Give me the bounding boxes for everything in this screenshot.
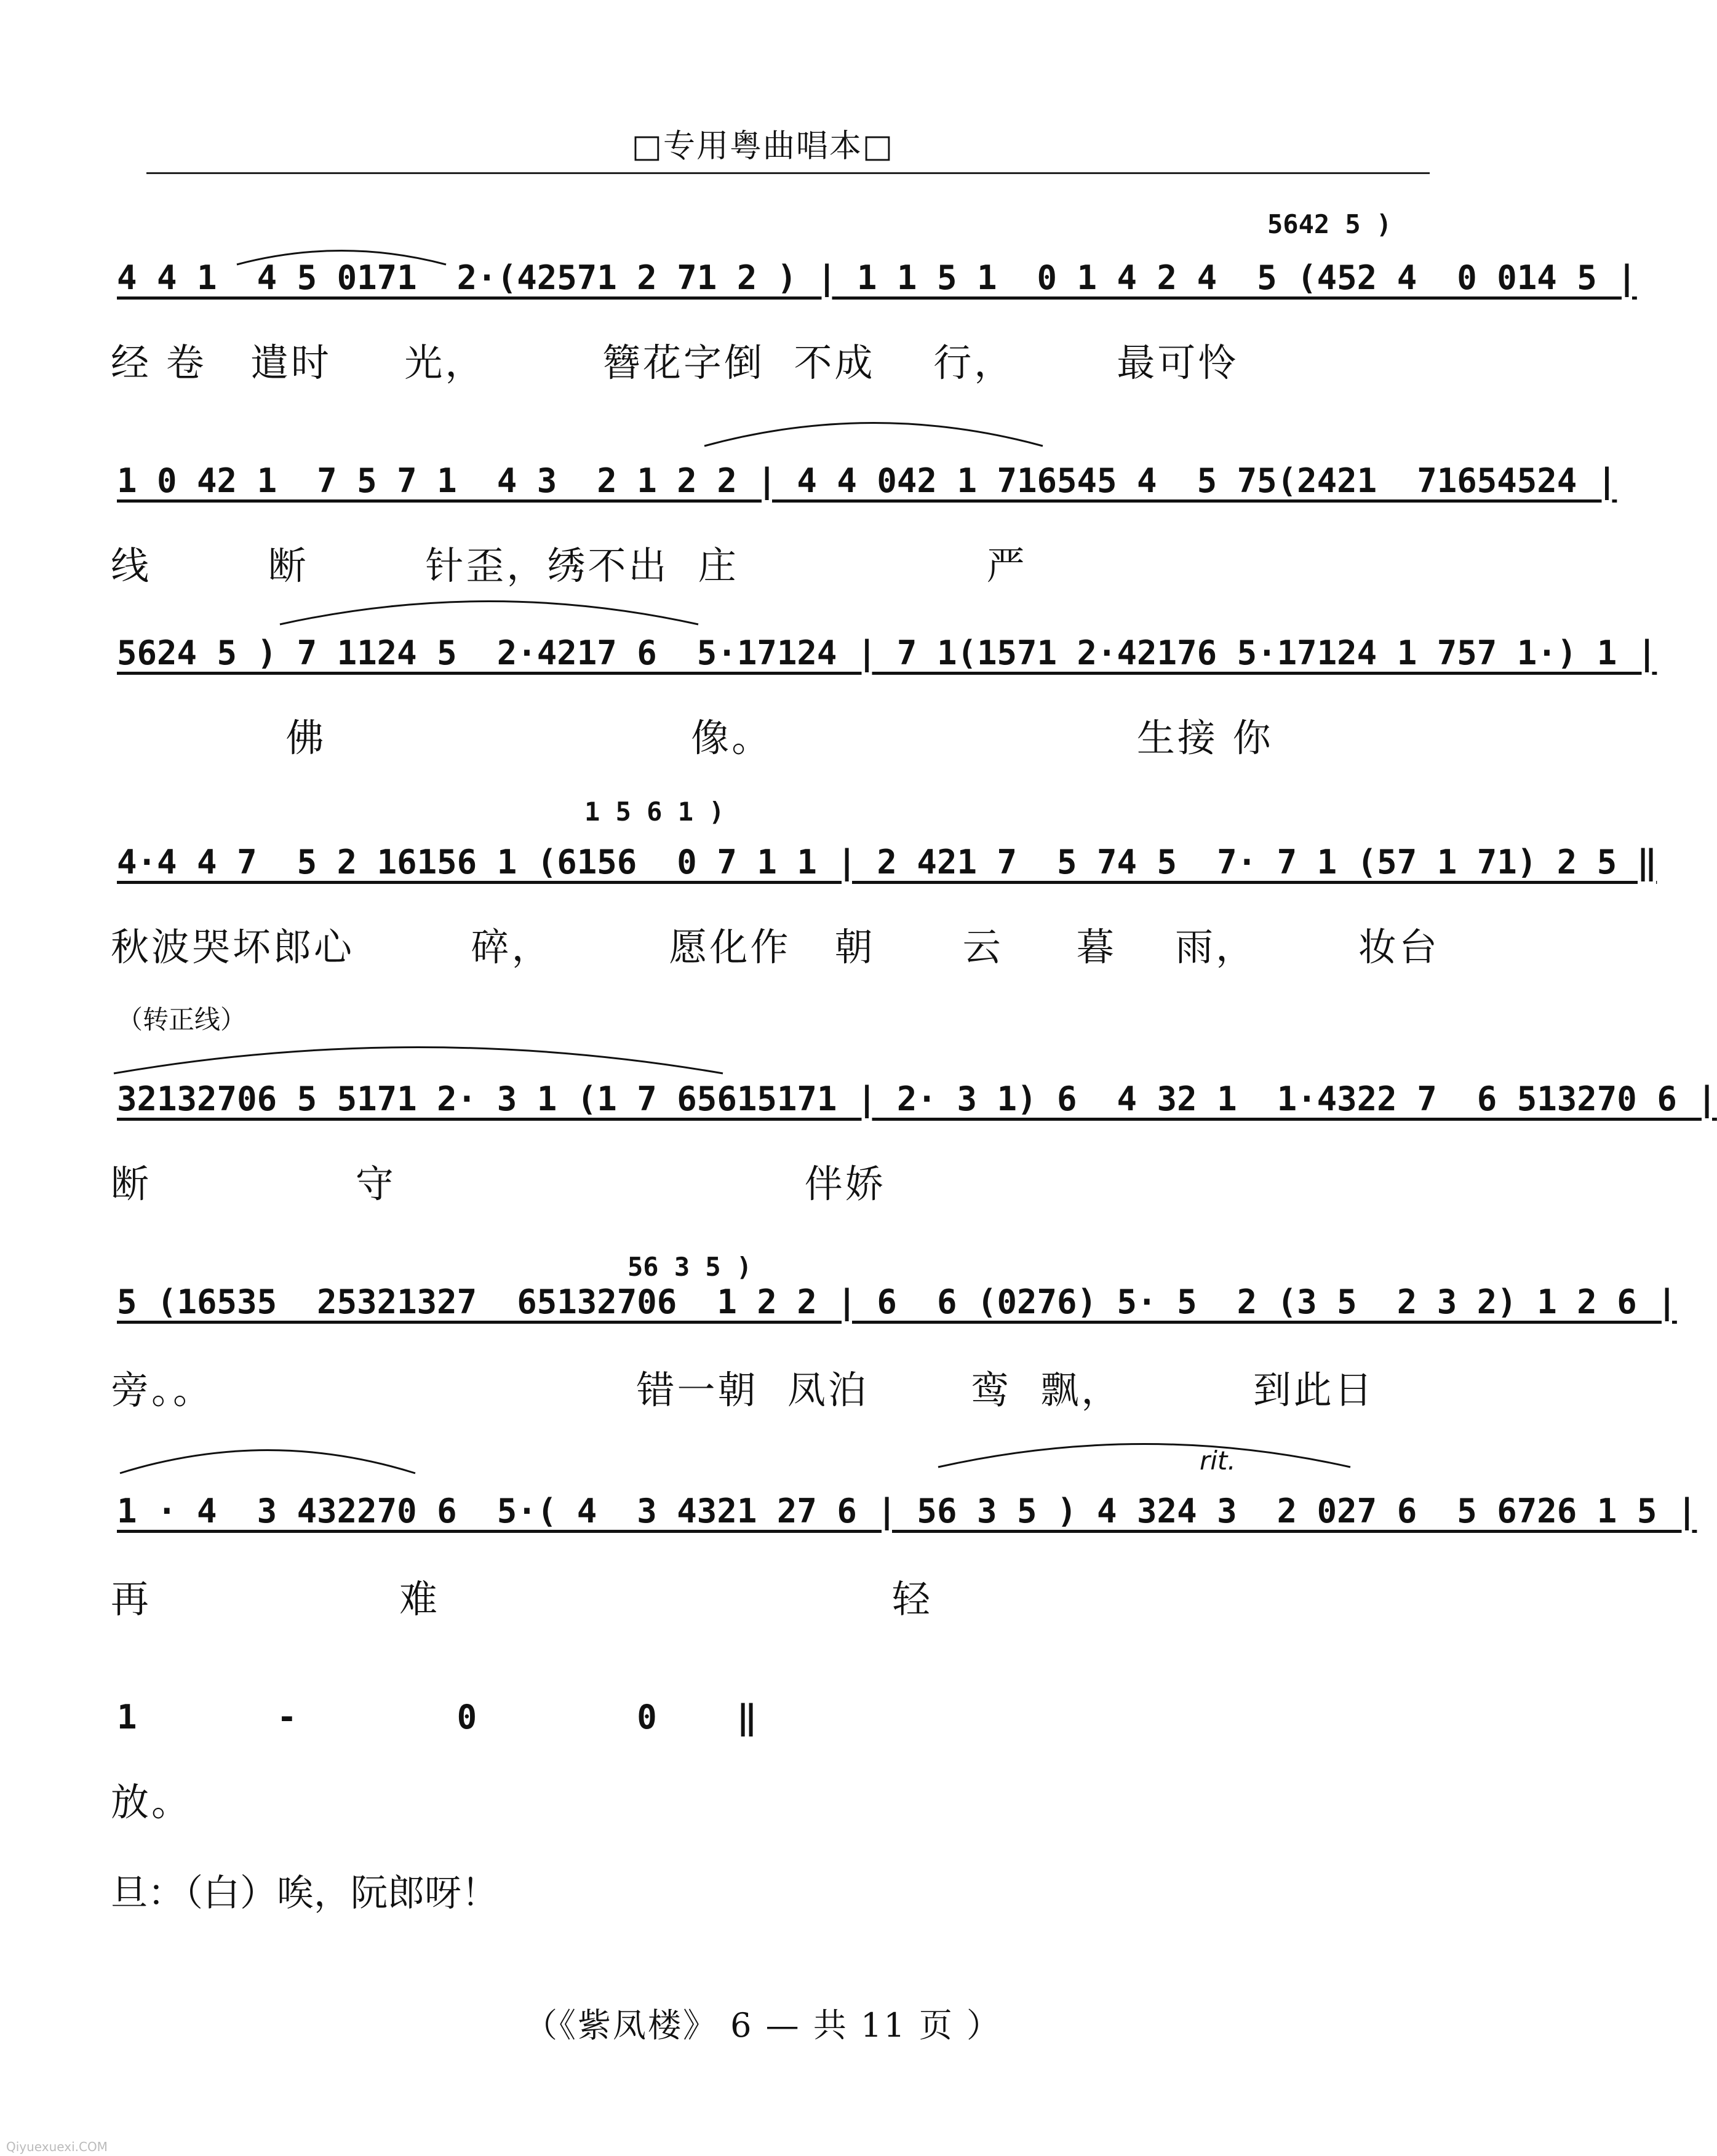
lyrics-row-7: 再 难 轻 (111, 1577, 933, 1621)
zhengxian-annotation: （转正线） (117, 1004, 247, 1035)
grace-notes-row-6: 56 3 5 ) (627, 1252, 752, 1282)
slur-row-7 (117, 1439, 418, 1476)
notation-row-6: 5 (16535 25321327 65132706 1 2 2 | 6 6 (0276) 5· 5 2 (3 5 2 3 2) 1 2 6 | (117, 1283, 1677, 1321)
grace-notes-row-4: 1 5 6 1 ) (584, 797, 725, 827)
notation-row-1: 4 4 1 4 5 0171 2·(42571 2 71 2 ) | 1 1 5 1 0 1 4 2 4 5 (452 4 0 014 5 | (117, 258, 1637, 297)
slur-row-1 (234, 243, 449, 268)
lyrics-row-3: 佛 像。 生接 你 (111, 715, 1273, 760)
notation-row-4: 4·4 4 7 5 2 16156 1 (6156 0 7 1 1 | 2 421 7 5 74 5 7· 7 1 (57 1 71) 2 5 ‖ (117, 843, 1657, 881)
page-header: □专用粤曲唱本□ (631, 128, 894, 165)
notation-row-2: 1 0 42 1 7 5 7 1 4 3 2 1 2 2 | 4 4 042 1 716545 4 5 75(2421 71654524 | (117, 461, 1617, 500)
lyrics-row-6: 旁。。 错一朝 凤泊 鸾 飘， 到此日 (111, 1367, 1375, 1412)
notation-row-7: 1 · 4 3 432270 6 5·( 4 3 4321 27 6 | 56 3 5 ) 4 324 3 2 027 6 5 6726 1 5 | (117, 1492, 1697, 1530)
slur-row-5 (111, 1033, 726, 1076)
notation-row-8: 1 - 0 0 ‖ (117, 1698, 757, 1736)
slur-row-7b (935, 1433, 1353, 1470)
notation-row-3: 5624 5 ) 7 1124 5 2·4217 6 5·17124 | 7 1(1571 2·42176 5·17124 1 757 1·) 1 | (117, 634, 1657, 672)
lyrics-row-4: 秋波哭坏郎心 碎， 愿化作 朝 云 暮 雨， 妆台 (111, 925, 1440, 969)
notation-row-5: 32132706 5 5171 2· 3 1 (1 7 65615171 | 2· 3 1) 6 4 32 1 1·4322 7 6 513270 6 | (117, 1080, 1717, 1118)
header-rule (146, 172, 1430, 174)
slur-row-3 (277, 591, 701, 627)
lyrics-row-2: 线 断 针歪，绣不出 庄 严 (111, 543, 1027, 588)
watermark: Qiyuexuexi.COM (6, 2139, 108, 2154)
lyrics-row-5: 断 守 伴娇 (111, 1161, 886, 1206)
page-footer: （《紫凤楼》 6 — 共 11 页 ） (524, 2006, 1002, 2045)
lyrics-row-1: 经 卷 遣时 光， 簪花字倒 不成 行， 最可怜 (111, 340, 1239, 385)
dialogue-line: 旦：（白）唉，阮郎呀！ (111, 1872, 498, 1915)
lyrics-row-8: 放。 (111, 1780, 193, 1824)
grace-notes-row-1: 5642 5 ) (1267, 209, 1392, 239)
rit-annotation: rit. (1200, 1446, 1236, 1476)
slur-row-2 (701, 412, 1046, 449)
